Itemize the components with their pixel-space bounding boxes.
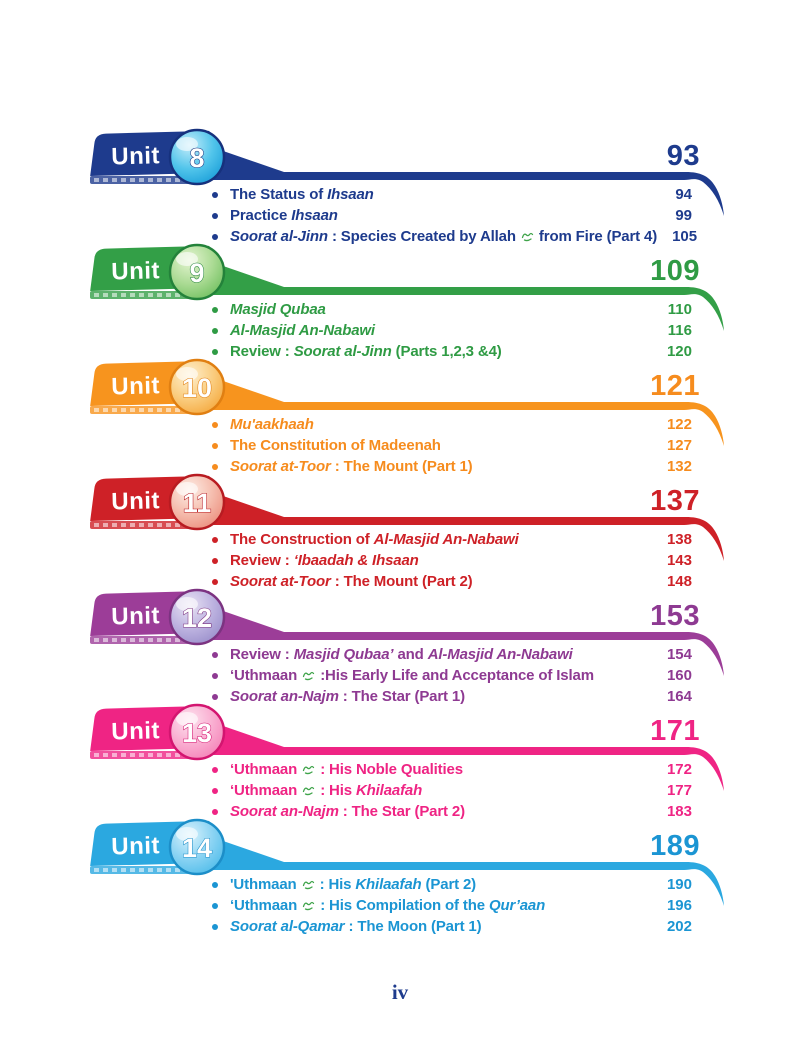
- toc-entry-title-text: The Constitution of Madeenah: [230, 437, 441, 454]
- bullet-cell: [200, 349, 230, 355]
- toc-entry-page: 148: [666, 573, 692, 590]
- bullet-cell: [200, 673, 230, 679]
- unit-label: Unit: [110, 487, 161, 516]
- unit-page-number: 153: [650, 600, 700, 632]
- toc-entry-title: [230, 803, 652, 820]
- bullet-icon: [212, 192, 218, 198]
- toc-entry-title-text: from Fire (Part 4): [534, 228, 658, 245]
- unit-entry-list: [200, 644, 692, 707]
- bullet-icon: [212, 443, 218, 449]
- bullet-cell: [200, 234, 230, 240]
- toc-entry-title-italic: Khilaafah: [355, 782, 423, 799]
- bullet-icon: [212, 903, 218, 909]
- bullet-icon: [212, 694, 218, 700]
- toc-entry-title-italic: Soorat an-Najm: [230, 688, 339, 705]
- unit-number: 12: [181, 603, 213, 633]
- toc-entry-title-text: 'Uthmaan: [230, 876, 301, 893]
- toc-entry: [200, 550, 692, 571]
- toc-entry-title-italic: Ihsaan: [327, 186, 374, 203]
- toc-entry-title-italic: Al-Masjid An-Nabawi: [427, 646, 573, 663]
- toc-entry-title-text: Review :: [230, 343, 294, 360]
- toc-entry: [200, 895, 692, 916]
- toc-entry-page: 172: [666, 761, 692, 778]
- toc-entry-title: [230, 573, 652, 590]
- toc-entry-title: [230, 876, 652, 893]
- bullet-icon: [212, 788, 218, 794]
- toc-entry-title-text: Review :: [230, 646, 294, 663]
- toc-entry-page: 164: [666, 688, 692, 705]
- toc-entry-title-italic: Soorat an-Najm: [230, 803, 339, 820]
- unit-label: Unit: [110, 717, 161, 746]
- honorific-calligraphy-icon: [302, 764, 315, 775]
- toc-entry-title-italic: Soorat al-Jinn: [293, 343, 392, 360]
- unit-number: 14: [181, 833, 213, 863]
- toc-entry-title: [230, 782, 652, 799]
- toc-entry-title: [230, 918, 652, 935]
- toc-entry-title-text: and: [393, 646, 428, 663]
- toc-entry: [200, 205, 692, 226]
- unit-page-number: 171: [650, 715, 700, 747]
- toc-entry: [200, 780, 692, 801]
- toc-entry-page: 154: [666, 646, 692, 663]
- unit-number: 11: [182, 488, 212, 518]
- toc-entry-title-italic: Soorat al-Jinn: [230, 228, 328, 245]
- unit-label: Unit: [110, 142, 161, 171]
- unit-entry-list: [200, 299, 692, 362]
- bullet-cell: [200, 694, 230, 700]
- bullet-cell: [200, 558, 230, 564]
- bullet-cell: [200, 443, 230, 449]
- toc-entry-title-italic: Al-Masjid An-Nabawi: [373, 531, 519, 548]
- toc-entry-page: 110: [667, 301, 692, 318]
- bullet-cell: [200, 767, 230, 773]
- honorific-calligraphy-icon: [302, 670, 315, 681]
- page-footer-number: iv: [391, 980, 409, 1004]
- bullet-icon: [212, 349, 218, 355]
- toc-entry-page: 132: [666, 458, 692, 475]
- toc-entry-title-italic: Soorat at-Toor: [230, 458, 331, 475]
- bullet-icon: [212, 882, 218, 888]
- toc-entry-title-text: : The Star (Part 1): [338, 688, 465, 705]
- unit-section: [0, 589, 800, 704]
- toc-entry-page: 177: [666, 782, 692, 799]
- toc-entry-page: 116: [667, 322, 692, 339]
- unit-entry-list: [200, 874, 692, 937]
- toc-entry-title-italic: ‘Ibaadah & Ihsaan: [293, 552, 419, 569]
- toc-entry-page: 120: [666, 343, 692, 360]
- unit-number: 8: [189, 143, 205, 173]
- toc-entry-title: [230, 416, 652, 433]
- unit-section: [0, 819, 800, 934]
- toc-entry-title-italic: Khilaafah: [355, 876, 422, 893]
- unit-entry-list: [200, 184, 698, 247]
- toc-entry-title: [230, 688, 652, 705]
- bullet-cell: [200, 903, 230, 909]
- toc-entry-title-text: : His: [316, 782, 356, 799]
- toc-entry-title: [230, 437, 652, 454]
- toc-entry-title: [230, 186, 652, 203]
- unit-label: Unit: [110, 602, 161, 631]
- bullet-cell: [200, 213, 230, 219]
- toc-entry-title-italic: Soorat al-Qamar: [230, 918, 345, 935]
- toc-entry-title-italic: Al-Masjid An-Nabawi: [230, 322, 375, 339]
- bullet-icon: [212, 558, 218, 564]
- bullet-cell: [200, 924, 230, 930]
- toc-entry-title-text: ‘Uthmaan: [230, 761, 302, 778]
- toc-entry: [200, 184, 692, 205]
- unit-section: [0, 359, 800, 474]
- unit-entry-list: [200, 414, 692, 477]
- toc-entry-page: 138: [666, 531, 692, 548]
- toc-entry-page: 160: [666, 667, 692, 684]
- bullet-icon: [212, 767, 218, 773]
- bullet-icon: [212, 234, 218, 240]
- toc-entry-title: [230, 531, 652, 548]
- honorific-calligraphy-icon: [302, 900, 315, 911]
- toc-entry-title-text: (Part 2): [421, 876, 477, 893]
- toc-entry-title: [230, 897, 652, 914]
- bullet-icon: [212, 809, 218, 815]
- toc-entry-title: [230, 301, 652, 318]
- bullet-icon: [212, 213, 218, 219]
- toc-entry-title: [230, 207, 652, 224]
- bullet-cell: [200, 328, 230, 334]
- toc-entry-title-text: : His Noble Qualities: [316, 761, 463, 778]
- unit-page-number: 137: [650, 485, 700, 517]
- bullet-icon: [212, 307, 218, 313]
- unit-entry-list: [200, 529, 692, 592]
- toc-entry: [200, 529, 692, 550]
- toc-entry-title-text: :His Early Life and Acceptance of Islam: [316, 667, 594, 684]
- bullet-cell: [200, 882, 230, 888]
- bullet-icon: [212, 422, 218, 428]
- bullet-icon: [212, 537, 218, 543]
- toc-entry-title-text: : The Star (Part 2): [338, 803, 465, 820]
- bullet-cell: [200, 192, 230, 198]
- toc-entry-title-italic: Ihsaan: [291, 207, 338, 224]
- toc-entry: [200, 414, 692, 435]
- toc-entry-page: 190: [666, 876, 692, 893]
- toc-entry-title-text: : The Moon (Part 1): [344, 918, 482, 935]
- unit-page-number: 189: [650, 830, 700, 862]
- toc-entry-title-italic: Mu'aakhaah: [230, 416, 314, 433]
- unit-number: 9: [189, 258, 205, 288]
- unit-page-number: 121: [650, 370, 700, 402]
- unit-number: 13: [181, 718, 213, 748]
- toc-entry-page: 127: [666, 437, 692, 454]
- bullet-icon: [212, 924, 218, 930]
- bullet-icon: [212, 652, 218, 658]
- toc-entry-title-text: ‘Uthmaan: [230, 667, 302, 684]
- toc-entry-title-text: : His Compilation of the: [316, 897, 489, 914]
- toc-entry-page: 196: [666, 897, 692, 914]
- toc-entry-title: [230, 552, 652, 569]
- unit-label: Unit: [110, 832, 161, 861]
- toc-entry-title-text: : Species Created by Allah: [327, 228, 520, 245]
- toc-entry-page: 94: [675, 186, 692, 203]
- toc-entry-title-text: The Status of: [230, 186, 328, 203]
- unit-number: 10: [181, 373, 213, 403]
- toc-entry-title: [230, 343, 652, 360]
- unit-section: [0, 244, 800, 359]
- bullet-cell: [200, 307, 230, 313]
- bullet-icon: [212, 328, 218, 334]
- toc-entry-title-text: : The Mount (Part 1): [330, 458, 473, 475]
- bullet-cell: [200, 464, 230, 470]
- unit-section: [0, 474, 800, 589]
- bullet-icon: [212, 673, 218, 679]
- toc-entry-title-text: Practice: [230, 207, 292, 224]
- toc-entry: [200, 916, 692, 937]
- unit-entry-list: [200, 759, 692, 822]
- toc-entry-title-italic: Masjid Qubaa: [230, 301, 326, 318]
- toc-entry-title: [230, 761, 652, 778]
- toc-entry-title-italic: Qur’aan: [488, 897, 546, 914]
- unit-section: [0, 129, 800, 244]
- toc-entry-page: 202: [666, 918, 692, 935]
- toc-entry-title-text: (Parts 1,2,3 &4): [391, 343, 502, 360]
- toc-entry-title: [230, 646, 652, 663]
- toc-entry-title-text: ‘Uthmaan: [230, 782, 302, 799]
- toc-entry-page: 99: [675, 207, 692, 224]
- toc-entry: [200, 644, 692, 665]
- toc-entry-title-italic: Soorat at-Toor: [230, 573, 331, 590]
- toc-entry-title: [230, 458, 652, 475]
- bullet-cell: [200, 788, 230, 794]
- toc-entry: [200, 299, 692, 320]
- toc-entry-page: 122: [666, 416, 692, 433]
- toc-entry-title: [230, 322, 652, 339]
- toc-entry-title-text: ‘Uthmaan: [230, 897, 302, 914]
- toc-entry-page: 105: [672, 228, 698, 245]
- toc-entry-title-italic: Masjid Qubaa’: [293, 646, 394, 663]
- toc-entry-title: [230, 667, 652, 684]
- bullet-cell: [200, 652, 230, 658]
- toc-entry-title-text: The Construction of: [230, 531, 374, 548]
- bullet-cell: [200, 422, 230, 428]
- toc-entry: [200, 665, 692, 686]
- honorific-calligraphy-icon: [521, 231, 534, 242]
- toc-entry-title: [230, 228, 657, 245]
- toc-entry-title-text: Review :: [230, 552, 294, 569]
- honorific-calligraphy-icon: [302, 785, 315, 796]
- toc-entry: [200, 320, 692, 341]
- toc-entry: [200, 435, 692, 456]
- toc-entry-page: 183: [666, 803, 692, 820]
- bullet-cell: [200, 537, 230, 543]
- honorific-calligraphy-icon: [302, 879, 315, 890]
- unit-label: Unit: [110, 372, 161, 401]
- toc-entry-page: 143: [666, 552, 692, 569]
- toc-entry-title-text: : His: [315, 876, 356, 893]
- toc-entry: [200, 759, 692, 780]
- bullet-icon: [212, 464, 218, 470]
- toc-entry: [200, 874, 692, 895]
- bullet-cell: [200, 809, 230, 815]
- unit-label: Unit: [110, 257, 161, 286]
- bullet-icon: [212, 579, 218, 585]
- unit-page-number: 109: [650, 255, 700, 287]
- toc-entry-title-text: : The Mount (Part 2): [330, 573, 473, 590]
- unit-page-number: 93: [666, 140, 700, 172]
- unit-section: [0, 704, 800, 819]
- bullet-cell: [200, 579, 230, 585]
